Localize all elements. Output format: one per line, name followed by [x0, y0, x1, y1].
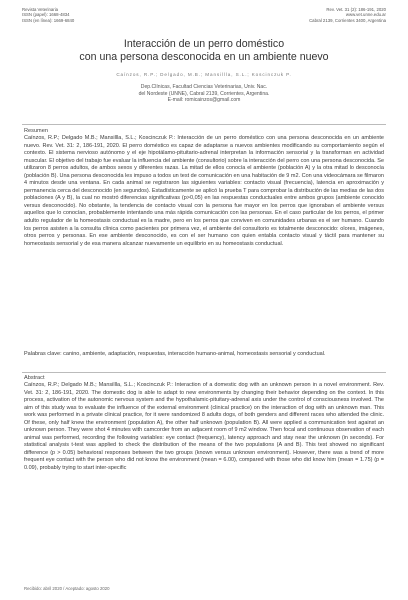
- affiliation-line-1: Dep.Clínicas, Facultad Ciencias Veterinarias, Univ. Nac.: [140, 84, 268, 90]
- journal-header-left: [22, 7, 74, 23]
- palabras-clave: Palabras clave: canino, ambiente, adaptación, respuestas, interacción humano-animal, homeostasis sensorial y conductual.: [24, 351, 326, 357]
- issn-online: ISSN (en línea): 1669-6840: [22, 17, 75, 23]
- journal-address: Cabral 2139, Corrientes 3400, Argentina: [309, 17, 386, 23]
- abstract-heading: Abstract: [24, 375, 45, 381]
- divider-top: [22, 124, 386, 125]
- title-line-1: Interacción de un perro doméstico: [123, 38, 285, 50]
- article-title: [30, 38, 378, 64]
- contact-email: E-mail: romicainzos@gmail.com: [167, 97, 241, 104]
- journal-name: Revista Veterinaria: [22, 7, 59, 12]
- divider-middle: [22, 372, 386, 373]
- resumen-heading: Resumen: [24, 128, 48, 134]
- citation-volume: Rev. Vet. 31 (2): 186-191, 2020: [326, 7, 386, 12]
- issn-print: ISSN (papel): 1668-4834: [22, 12, 70, 18]
- journal-header-right: [309, 7, 386, 23]
- affiliation-line-2: del Nordeste (UNNE), Cabral 2139, Corrientes, Argentina.: [138, 90, 270, 97]
- affiliation: [30, 84, 378, 104]
- resumen-text: Caínzos, R.P.; Delgado M.B.; Mansillla, S.L.; Koscinczuk P.: Interacción de un perro doméstico con una persona desconocida en un ambiente nuevo. Rev. Vet. 31: 2, 186-191, 2020. El perro doméstico es capaz de adaptarse a nuevos ambientes modificando su comportamiento según el contexto. El sistema nervioso autónomo y el eje hipotálamo-pituitario-adrenal interpretan la información sensorial y la transforman en actividad muscular. El objetivo del trabajo fue evaluar la influencia del ambiente (consultorio) sobre la interacción del perro con una persona desconocida. Se utilizaron 8 perros adultos, de ambos sexos y diferentes razas. La mitad de ellos conocía el ambiente (población A) y la otra mitad lo desconocía (población B). Una persona desconocida les impuso a todos un test de comunicación en una habitación de 9 m2. Con una videocámara se filmaron 4 minutos desde una ventana. En cada animal se registraron las siguientes variables: contacto visual (frecuencia), latencia en aproximación y permanencia cerca del desconocido (en segundos). Estadísticamente se aplicó la prueba T para comprobar la distribución de las medias de las dos poblaciones (A y B), la cual no mostró diferencias significativas (p>0,05) en las respuestas conductuales entre ambos grupos (ambiente conocido versus desconocido). No obstante, la tendencia de contacto visual con la persona fue mayor en los perros que ignoraban el ambiente versus aquellos que lo conocían, probablemente intentando una más rápida comunicación con las personas. En el caso particular de los perros, el primer adulto regulador de la homeostasis conductual es la madre, pero en los perros que conviven en comunidades urbanas es el ser humano. Cuando los perros asisten a la consulta clínica como pacientes por primera vez, el ambiente del consultorio es totalmente desconocido: olores, imágenes, otros perros y personas. En ese ambiente desconocido, es con el ser humano con quien entabla contacto visual y táctil para mantener su homeostasis sensorial y de esa manera alcanzar nuevamente un equilibrio en su homeostasis conductual.: [24, 135, 384, 247]
- received-accepted-dates: Recibido: abril 2020 / Aceptado: agosto 2020: [24, 586, 110, 591]
- title-line-2: con una persona desconocida en un ambiente nuevo: [79, 51, 329, 63]
- author-list: Caínzos, R.P.; Delgado, M.B.; Mansillla, S.L.; Koscinczuk P.: [116, 72, 292, 77]
- journal-url: www.vet.unne.edu.ar: [345, 12, 386, 18]
- abstract-text: Caínzos, R.P.; Delgado M.B.; Mansillla, S.L.; Koscinczuk P.: Interaction of a domestic dog with an unknown person in a novel environment. Rev. Vet. 31: 2, 186-191, 2020. The domestic dog is able to adapt to new environments by changing their behavior depending on the context. In this process, activation of the autonomic nervous system and the hypothalamic-pituitary-adrenal axis under the control of consciousness involved. The aim of this study was to evaluate the influence of the external environment (clinical practice) on the interaction of dog with an unknown man. This work was performed in a private clinical practice, for it were randomized 8 adults dogs, of both genders and different races who attended the clinic. Of these, only half knew the environment (population A), the other half unknown (population B). All were applied a communication test against an unknown person. They were shot 4 minutes with camcorder from an adjacent room of 9 m2 window. Then focal and continuous observation of each animal was performed, recording the following variables: eye contact (frequency), latency approach and stay near the unknown (in seconds). For statistical analysis t-test was applied to check the distribution of the means of the two populations (A and B). This test showed no significant difference (p > 0.05) behavioral responses between the two groups (known versus unknown environment). However, there was a trend of more frequent eye contact with the person who did not know the environment (mean = 6.00), compared with those who did know him (mean = 1.75) (p = 0.09), probably trying to start inter-specific: [24, 382, 384, 472]
